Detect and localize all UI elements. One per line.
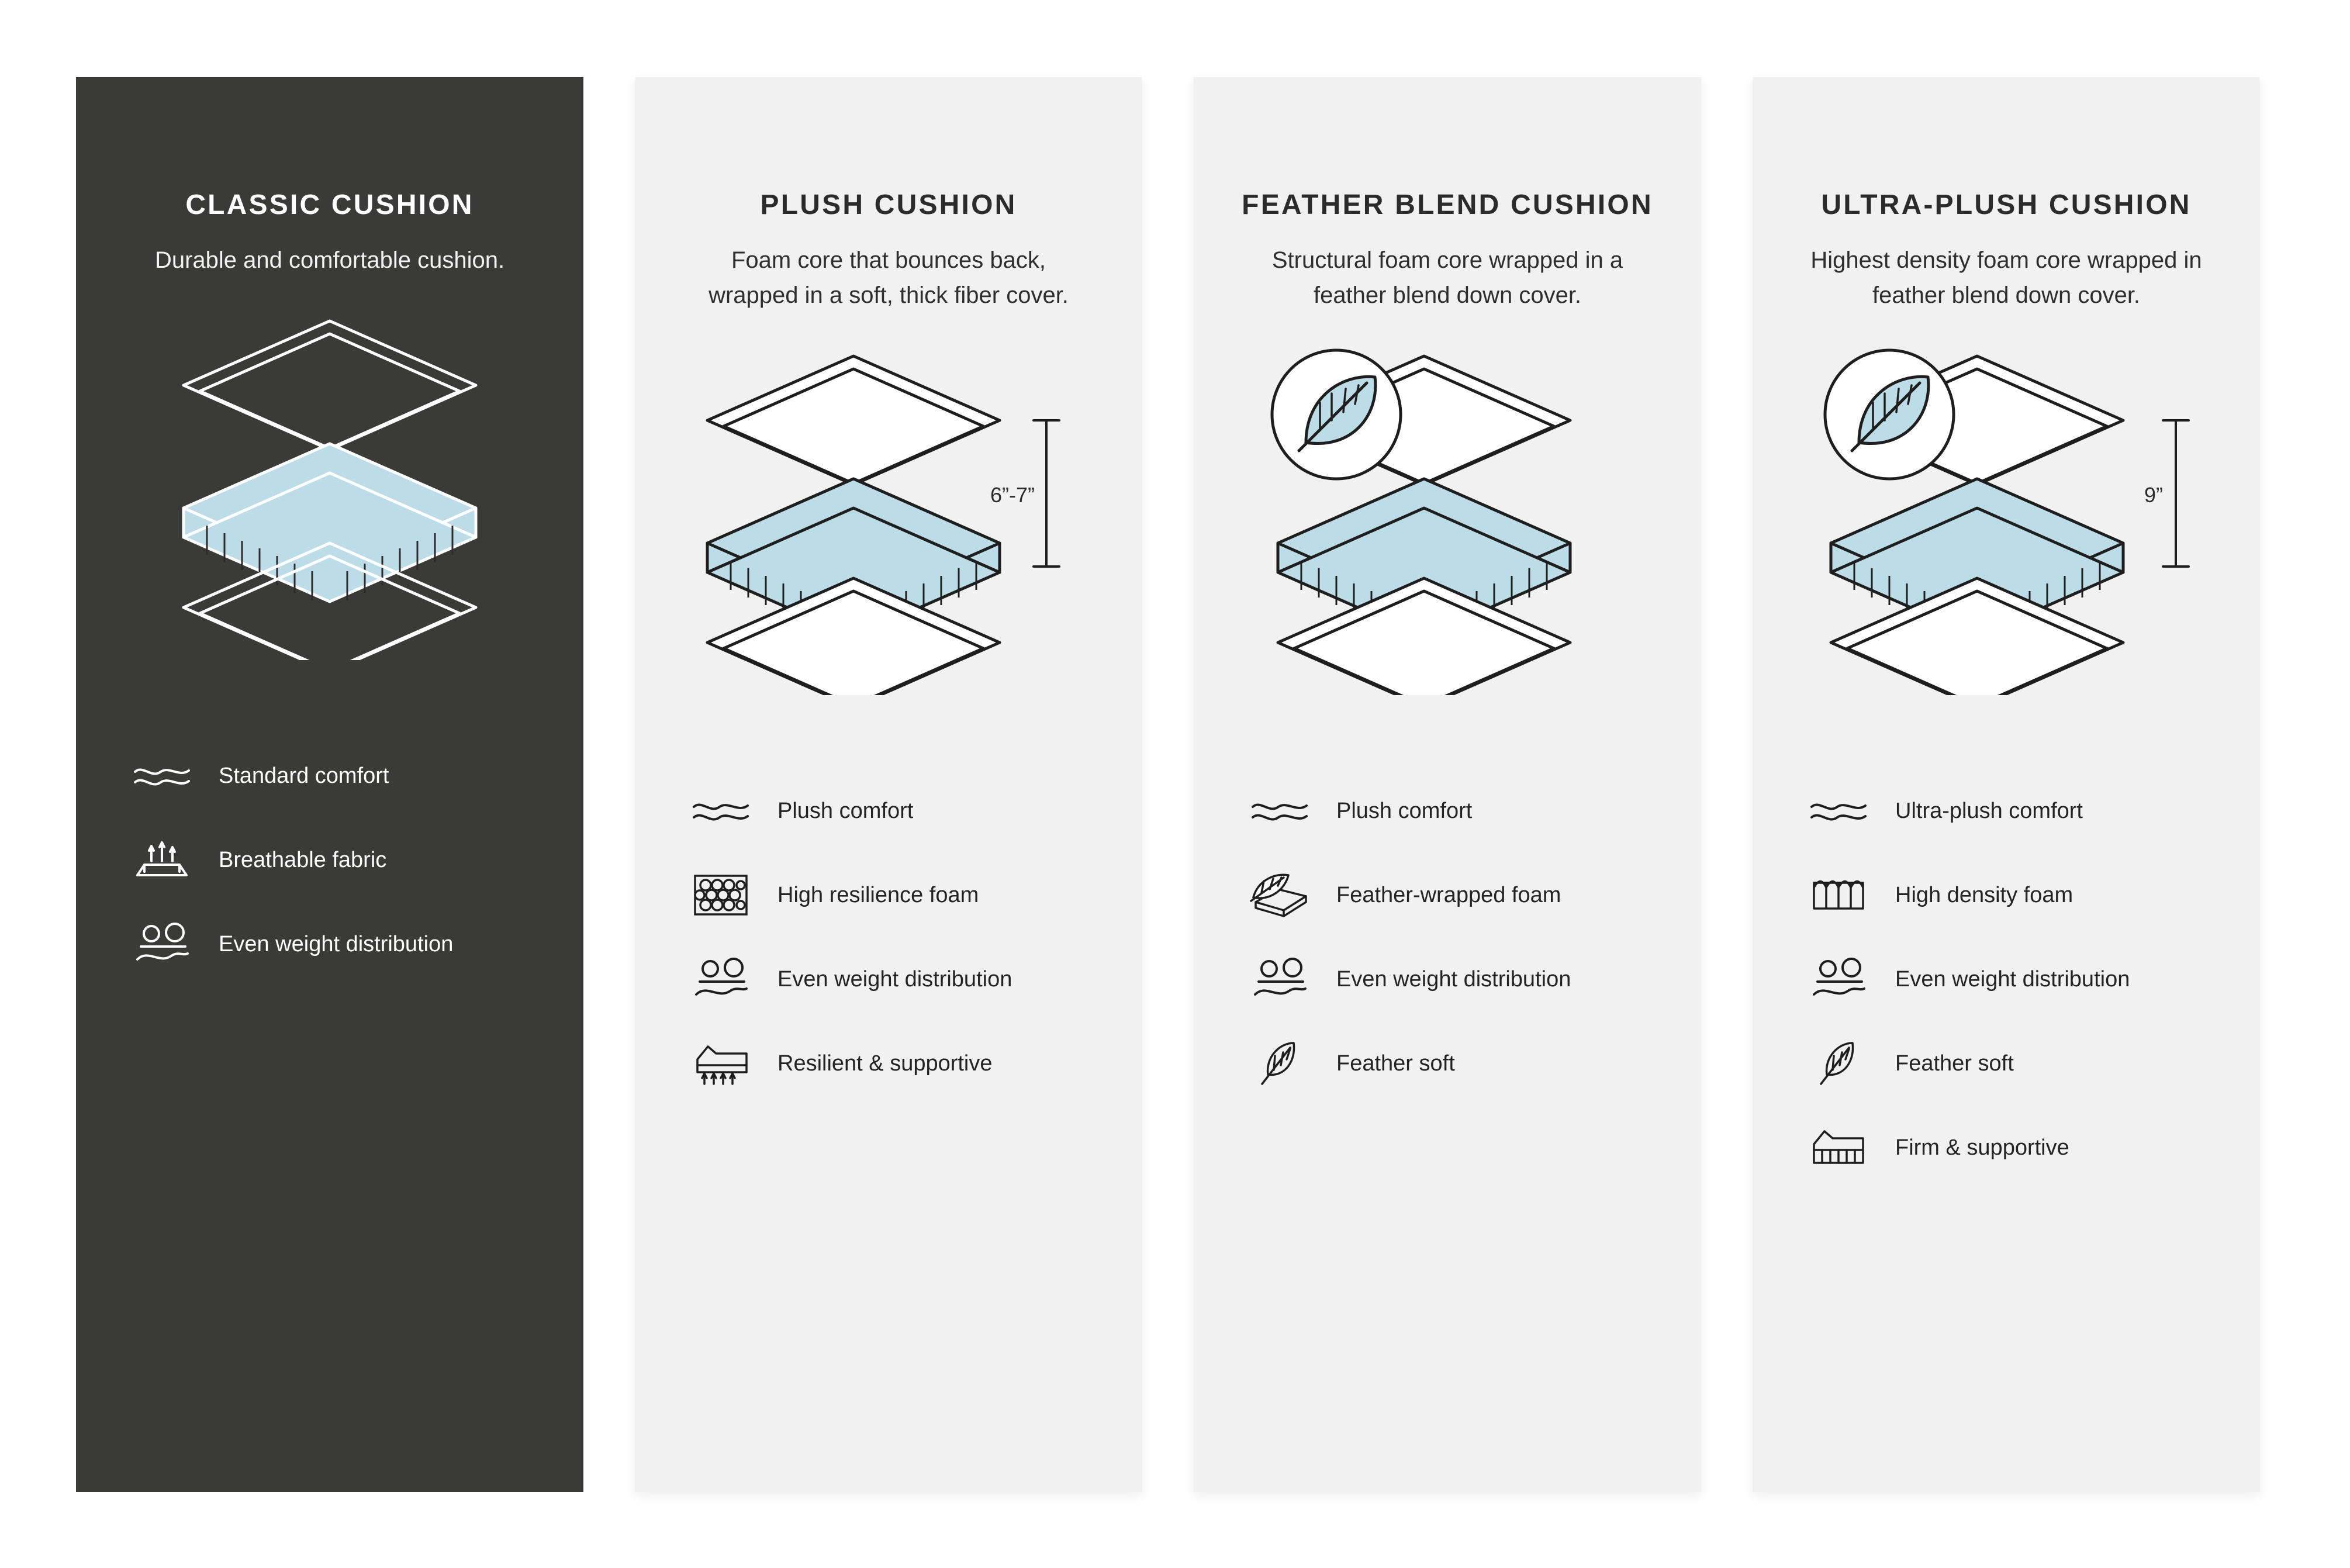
feature-label: Standard comfort	[219, 763, 389, 788]
resilient-support-icon	[686, 1038, 755, 1089]
dimension-label: 6”-7”	[990, 483, 1035, 507]
dimension-label: 9”	[2144, 483, 2163, 507]
feature-list	[1228, 783, 1667, 1092]
breathable-fabric-icon	[127, 839, 196, 881]
wave-icon	[127, 762, 196, 789]
list-item	[127, 916, 550, 972]
list-item	[686, 1035, 1108, 1092]
exploded-cushion-diagram	[110, 298, 550, 742]
card-title: FEATHER BLEND CUSHION	[1242, 189, 1653, 220]
even-weight-distribution-icon	[127, 922, 196, 966]
cushion-card-classic[interactable]	[76, 77, 583, 1492]
feature-label: Even weight distribution	[777, 966, 1012, 992]
feature-label: Resilient & supportive	[777, 1051, 993, 1076]
list-item	[1245, 783, 1667, 839]
list-item	[1245, 867, 1667, 923]
high-density-foam-icon	[1804, 875, 1873, 916]
feather-icon	[1804, 1038, 1873, 1089]
list-item	[127, 748, 550, 804]
exploded-cushion-diagram	[1786, 333, 2226, 777]
even-weight-distribution-icon	[686, 957, 755, 1001]
card-title: PLUSH CUSHION	[760, 189, 1017, 220]
list-item	[1804, 1035, 2226, 1092]
wave-icon	[1804, 797, 1873, 824]
exploded-cushion-diagram	[669, 333, 1108, 777]
card-description: Highest density foam core wrapped in feather blend down cover.	[1810, 247, 2202, 309]
feature-list	[110, 748, 550, 972]
list-item	[1804, 1120, 2226, 1176]
card-description: Structural foam core wrapped in a feather blend down cover.	[1271, 247, 1623, 309]
cushion-card-ultra-plush[interactable]	[1753, 77, 2260, 1492]
cushion-card-feather-blend[interactable]	[1194, 77, 1701, 1492]
wave-icon	[1245, 797, 1314, 824]
list-item	[686, 951, 1108, 1007]
honeycomb-foam-icon	[686, 870, 755, 920]
cushion-layers-illustration	[1243, 333, 1652, 695]
even-weight-distribution-icon	[1804, 957, 1873, 1001]
card-description: Foam core that bounces back, wrapped in a soft, thick fiber cover.	[709, 247, 1069, 309]
feature-label: Feather-wrapped foam	[1336, 882, 1561, 907]
dimension-bracket	[2163, 420, 2189, 567]
list-item	[1804, 783, 2226, 839]
list-item	[686, 783, 1108, 839]
list-item	[1245, 1035, 1667, 1092]
feature-label: High density foam	[1895, 882, 2073, 907]
list-item	[1804, 867, 2226, 923]
feature-label: Plush comfort	[777, 798, 914, 823]
feature-label: Feather soft	[1895, 1051, 2014, 1076]
cushion-card-list	[76, 77, 2274, 1492]
list-item	[127, 832, 550, 888]
leaf-badge-icon	[1272, 350, 1401, 479]
card-description: Durable and comfortable cushion.	[154, 247, 505, 274]
list-item	[1245, 951, 1667, 1007]
feature-label: Breathable fabric	[219, 847, 387, 872]
feather-icon	[1245, 1038, 1314, 1089]
cushion-layers-illustration	[684, 333, 1093, 695]
wave-icon	[686, 797, 755, 824]
list-item	[686, 867, 1108, 923]
feature-label: Ultra-plush comfort	[1895, 798, 2083, 823]
card-title: ULTRA-PLUSH CUSHION	[1821, 189, 2192, 220]
feature-label: Even weight distribution	[1336, 966, 1571, 992]
firm-support-icon	[1804, 1124, 1873, 1171]
even-weight-distribution-icon	[1245, 957, 1314, 1001]
card-title: CLASSIC CUSHION	[185, 189, 474, 220]
list-item	[1804, 951, 2226, 1007]
cushion-card-plush[interactable]	[635, 77, 1142, 1492]
feature-label: Even weight distribution	[219, 931, 454, 956]
feature-label: Firm & supportive	[1895, 1135, 2069, 1160]
leaf-badge-icon	[1825, 350, 1954, 479]
cushion-layers-illustration	[1802, 333, 2211, 695]
feature-label: Even weight distribution	[1895, 966, 2130, 992]
feature-list	[1786, 783, 2226, 1176]
exploded-cushion-diagram	[1228, 333, 1667, 777]
feature-label: Feather soft	[1336, 1051, 1455, 1076]
dimension-bracket	[1034, 420, 1059, 567]
feature-list	[669, 783, 1108, 1092]
feature-label: Plush comfort	[1336, 798, 1473, 823]
feature-label: High resilience foam	[777, 882, 979, 907]
cushion-layers-illustration	[148, 298, 511, 660]
feather-wrapped-foam-icon	[1245, 872, 1314, 918]
